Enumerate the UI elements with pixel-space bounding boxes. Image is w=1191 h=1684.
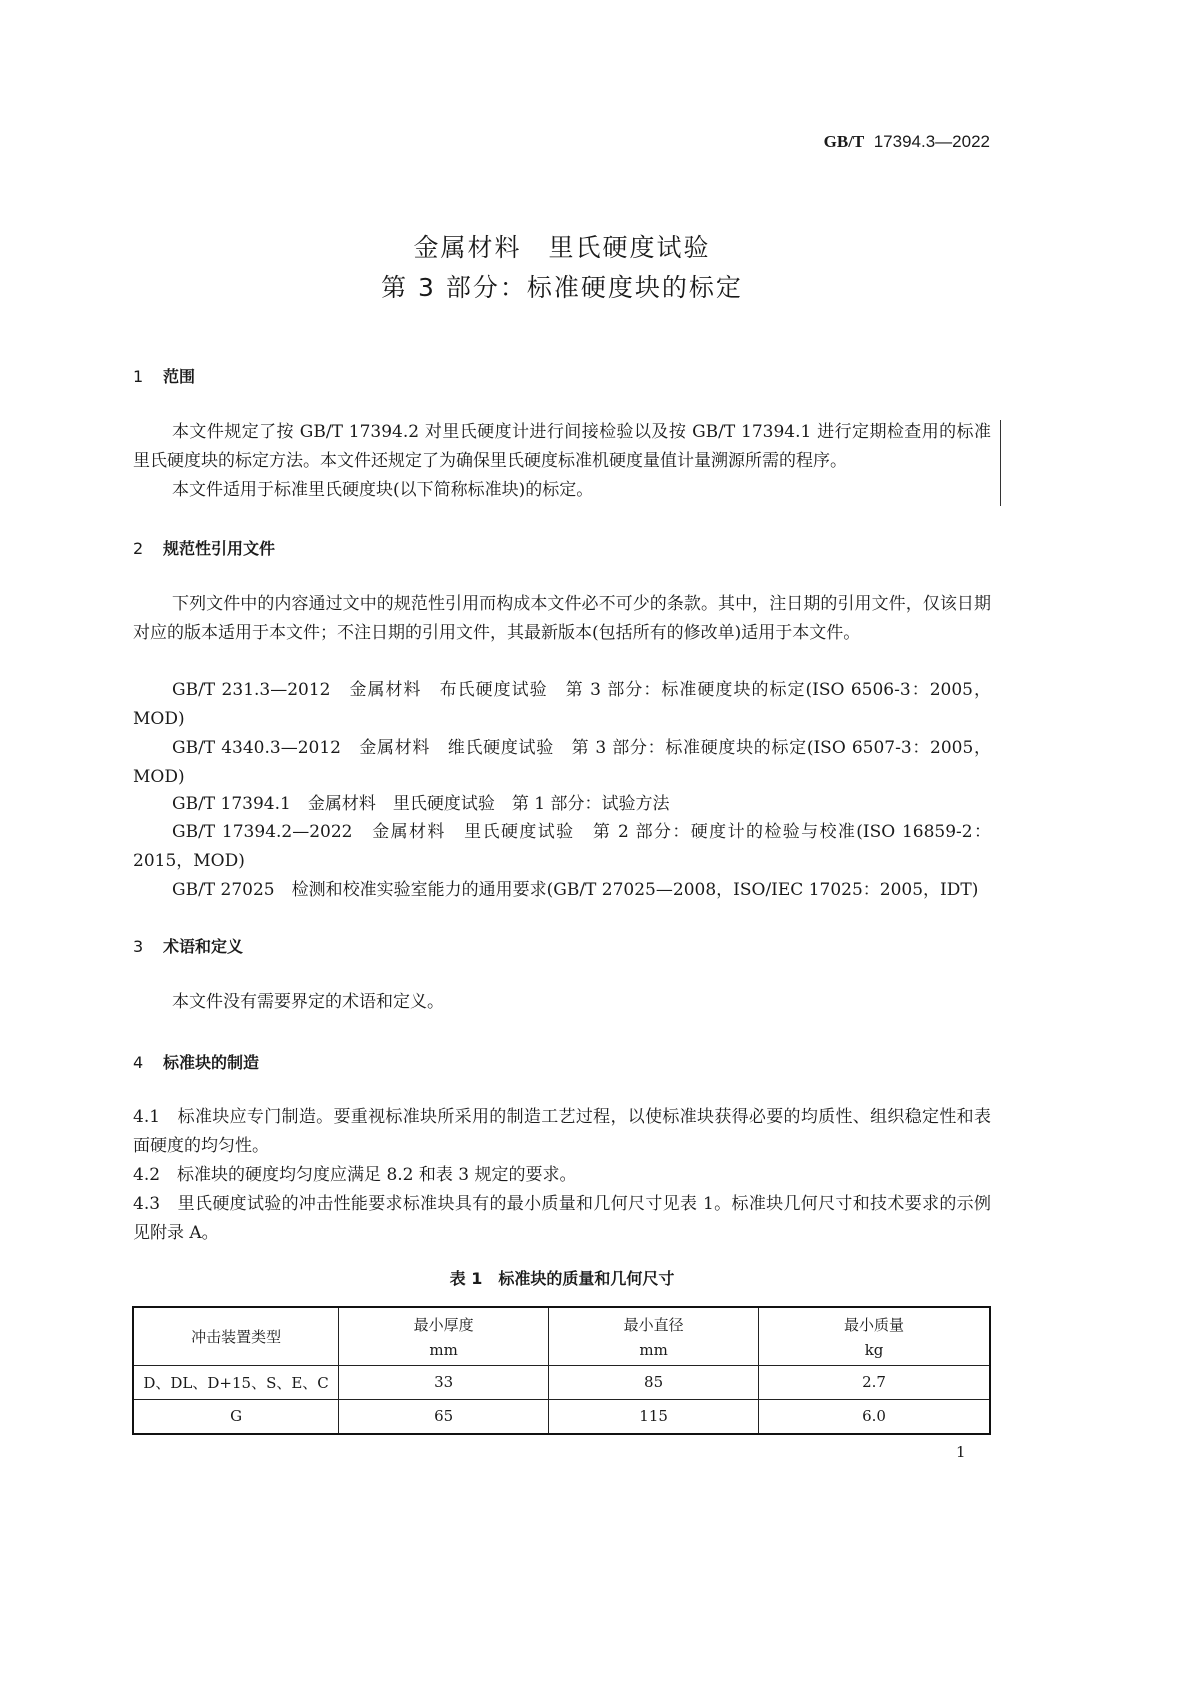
header-cell: 冲击装置类型 (133, 1307, 339, 1365)
header-label: 最小质量 (844, 1315, 905, 1334)
standard-number (824, 132, 990, 152)
paragraph: 本文件没有需要界定的术语和定义。 (172, 992, 444, 1012)
standard-code: 17394.3—2022 (873, 132, 990, 151)
header-label: 最小厚度 (413, 1315, 474, 1334)
section-number: 2 (133, 539, 144, 558)
reference-item: GB/T 17394.1 金属材料 里氏硬度试验 第 1 部分：试验方法 (172, 794, 670, 814)
paragraph: 下列文件中的内容通过文中的规范性引用而构成本文件必不可少的条款。其中，注日期的引用文件，仅该日期对应的版本适用于本文件；不注日期的引用文件，其最新版本(包括所有的修改单)适用于本文件。 (133, 594, 991, 643)
table-cell: 33 (339, 1365, 549, 1399)
reference-item: GB/T 4340.3—2012 金属材料 维氏硬度试验 第 3 部分：标准硬度块的标定(ISO 6507-3：2005，MOD) (133, 738, 991, 787)
document-subtitle: 第 3 部分：标准硬度块的标定 (381, 273, 743, 302)
table-row (133, 1365, 990, 1399)
reference-item: GB/T 17394.2—2022 金属材料 里氏硬度试验 第 2 部分：硬度计的检验与校准(ISO 16859-2：2015，MOD) (133, 822, 991, 871)
table-header-row (133, 1307, 990, 1365)
section-heading (133, 536, 275, 559)
section-heading (133, 364, 195, 387)
header-unit: kg (864, 1340, 884, 1359)
table-cell: G (133, 1399, 339, 1434)
reference-item: GB/T 27025 检测和校准实验室能力的通用要求(GB/T 27025—2008，ISO/IEC 17025：2005，IDT) (172, 880, 979, 900)
header-cell (339, 1307, 549, 1365)
page-number: 1 (956, 1443, 966, 1461)
table-row (133, 1399, 990, 1434)
section-number: 3 (133, 937, 144, 956)
table-1 (132, 1306, 991, 1435)
section-heading (133, 1050, 259, 1073)
document-title: 金属材料 里氏硬度试验 (413, 233, 711, 262)
change-bar (1000, 420, 1001, 506)
section-title: 标准块的制造 (163, 1053, 260, 1072)
paragraph: 本文件规定了按 GB/T 17394.2 对里氏硬度计进行间接检验以及按 GB/T 17394.1 进行定期检查用的标准里氏硬度块的标定方法。本文件还规定了为确保里氏硬度标准机硬度量值计量溯源所需的程序。 (133, 422, 991, 471)
table-cell: 115 (549, 1399, 759, 1434)
reference-item: GB/T 231.3—2012 金属材料 布氏硬度试验 第 3 部分：标准硬度块的标定(ISO 6506-3：2005，MOD) (133, 680, 991, 729)
table-cell: 6.0 (759, 1399, 990, 1434)
table-cell: D、DL、D+15、S、E、C (133, 1365, 339, 1399)
clause: 4.3 里氏硬度试验的冲击性能要求标准块具有的最小质量和几何尺寸见表 1。标准块几何尺寸和技术要求的示例见附录 A。 (133, 1194, 991, 1243)
section-title: 术语和定义 (163, 937, 244, 956)
standard-prefix: GB/T (823, 132, 865, 151)
clause: 4.2 标准块的硬度均匀度应满足 8.2 和表 3 规定的要求。 (133, 1165, 577, 1185)
clause: 4.1 标准块应专门制造。要重视标准块所采用的制造工艺过程，以使标准块获得必要的均质性、组织稳定性和表面硬度的均匀性。 (133, 1107, 991, 1156)
table-cell: 2.7 (759, 1365, 990, 1399)
header-unit: mm (429, 1340, 458, 1359)
paragraph: 本文件适用于标准里氏硬度块(以下简称标准块)的标定。 (172, 480, 594, 500)
header-cell (759, 1307, 990, 1365)
section-heading (133, 934, 243, 957)
header-unit: mm (639, 1340, 668, 1359)
section-title: 范围 (163, 367, 196, 386)
table-cell: 65 (339, 1399, 549, 1434)
table-cell: 85 (549, 1365, 759, 1399)
section-number: 4 (133, 1053, 144, 1072)
section-number: 1 (133, 367, 144, 386)
section-title: 规范性引用文件 (163, 539, 276, 558)
header-label: 最小直径 (623, 1315, 684, 1334)
header-cell (549, 1307, 759, 1365)
table-caption: 表 1 标准块的质量和几何尺寸 (449, 1269, 675, 1288)
